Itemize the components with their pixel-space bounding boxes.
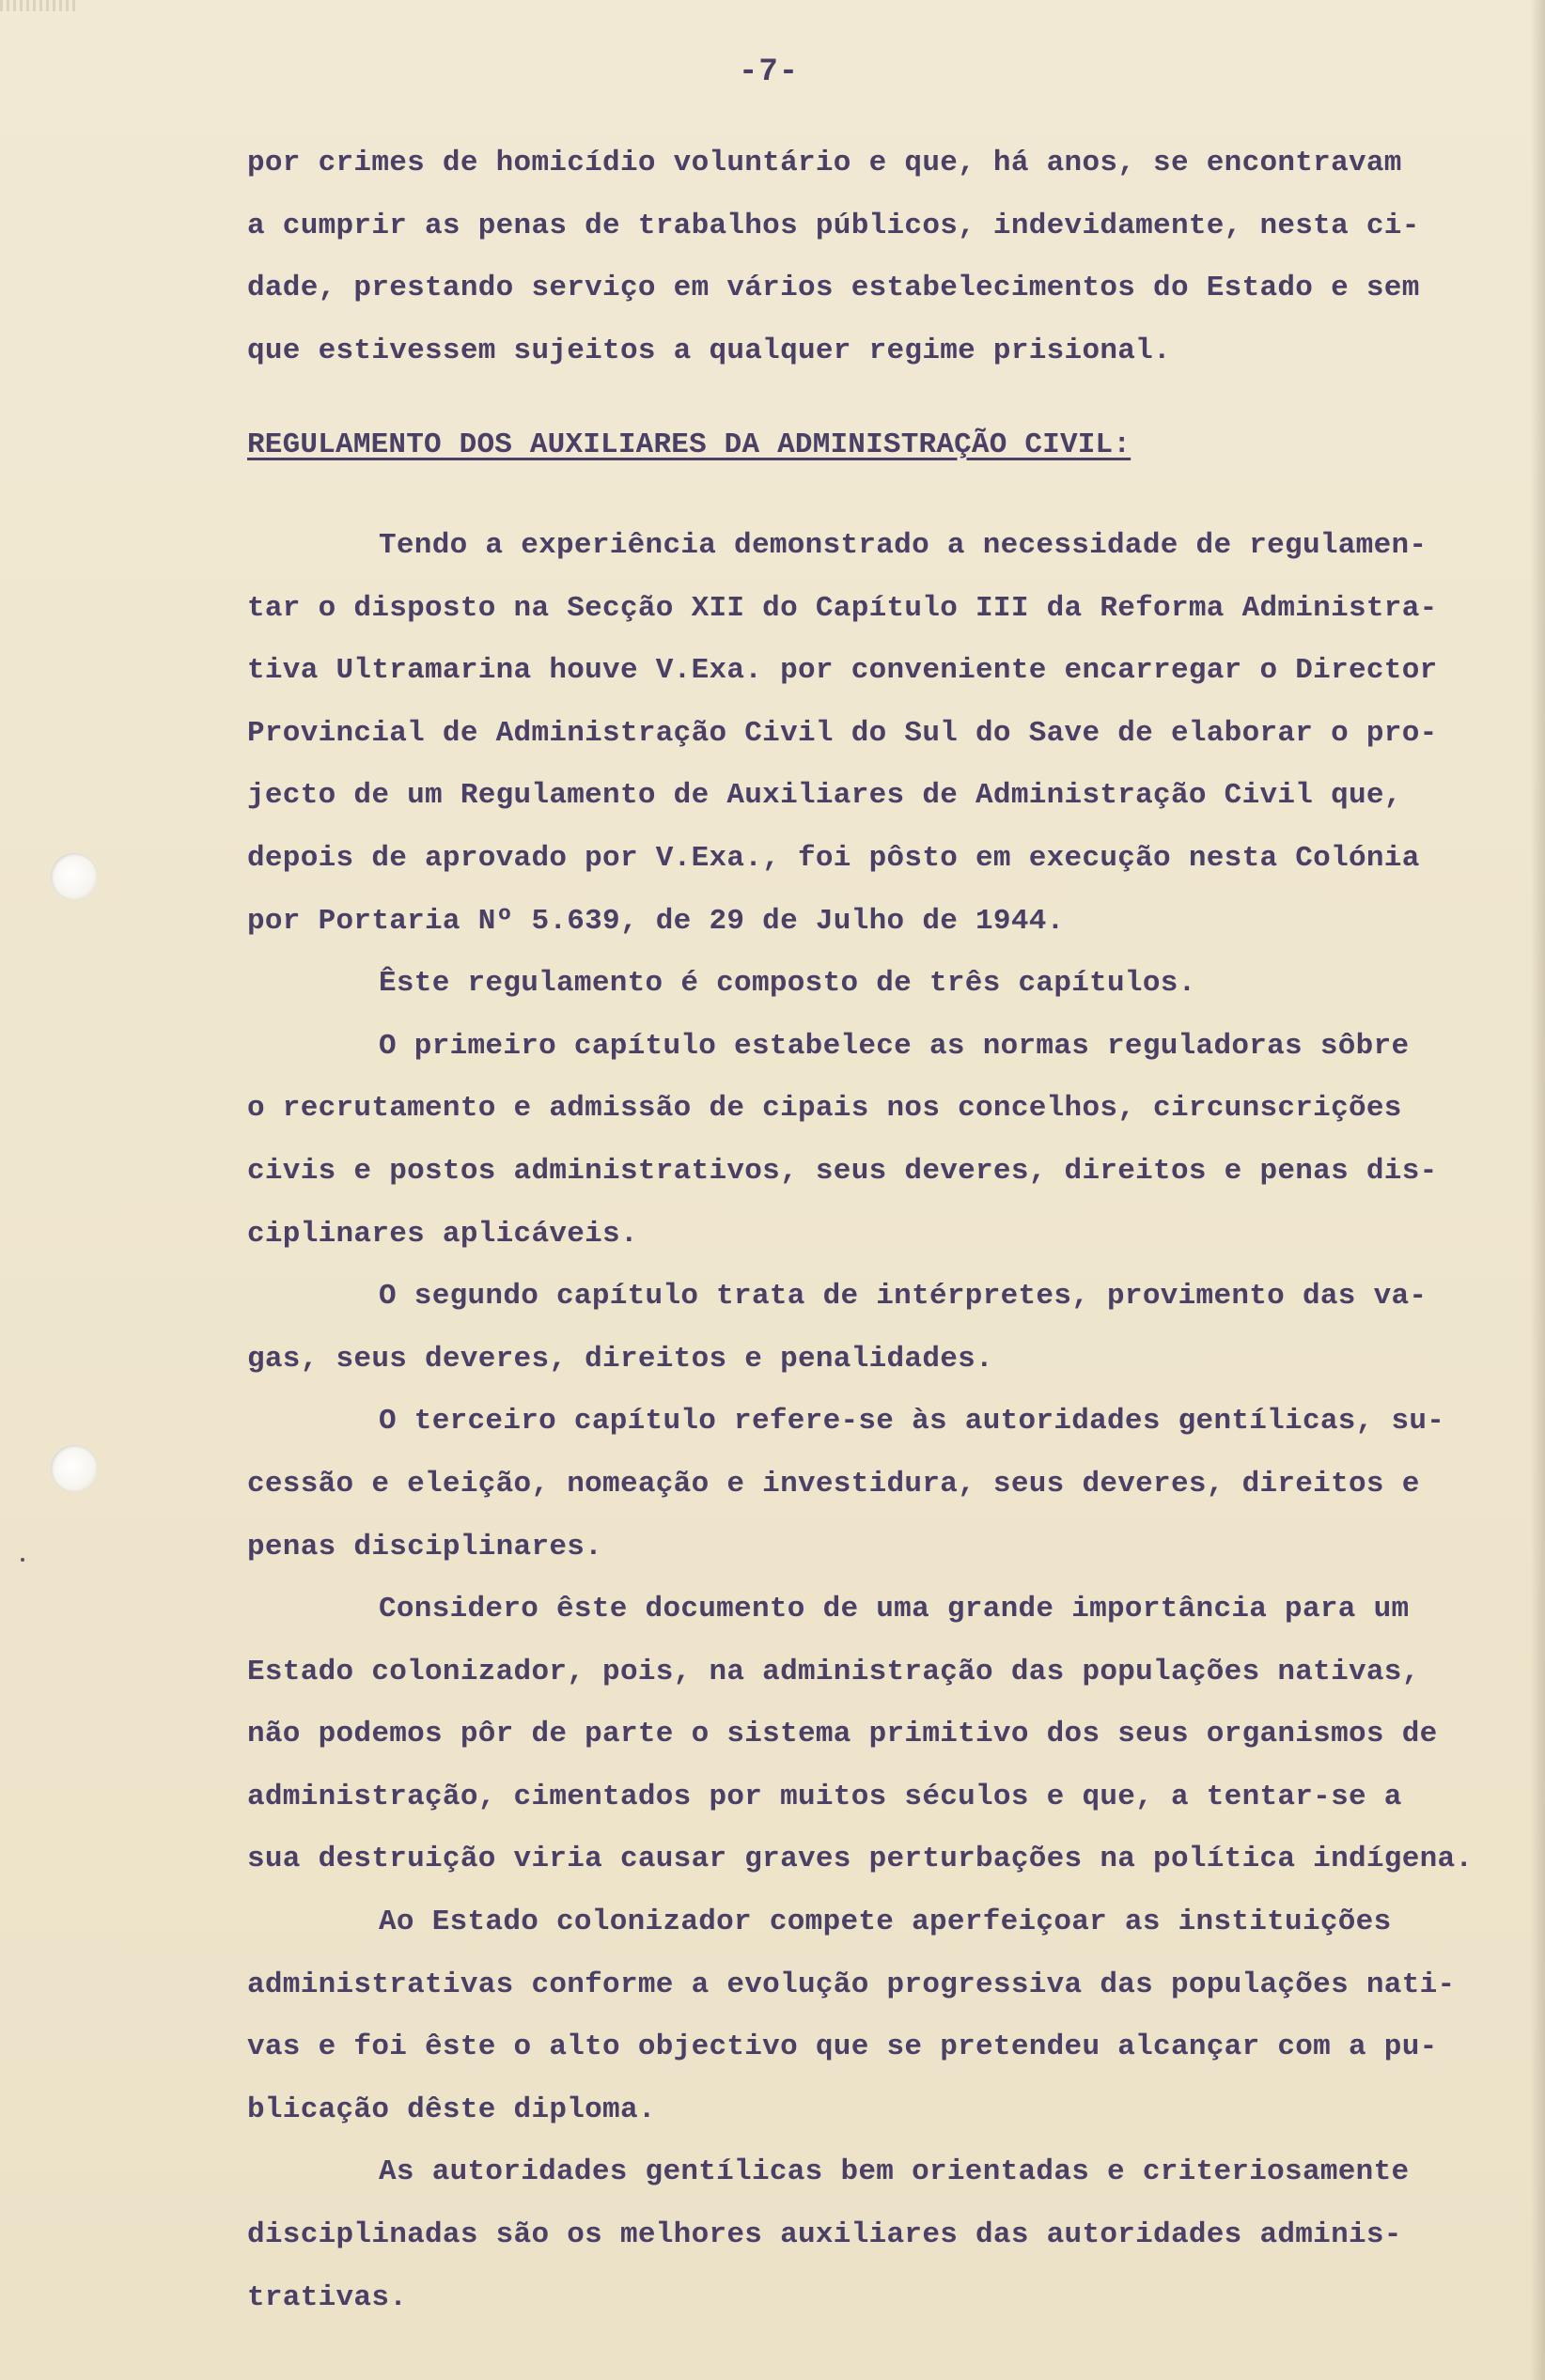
text-line: administrativas conforme a evolução progressiva das populações nati- bbox=[247, 1968, 1456, 2001]
text-line: O terceiro capítulo refere-se às autoridades gentílicas, su- bbox=[379, 1405, 1445, 1439]
text-line: por Portaria Nº 5.639, de 29 de Julho de 1944. bbox=[247, 904, 1065, 938]
ink-speck bbox=[21, 1558, 24, 1562]
text-line: sua destruição viria causar graves perturbações na política indígena. bbox=[247, 1843, 1474, 1876]
text-line: Estado colonizador, pois, na administração das populações nativas, bbox=[247, 1655, 1420, 1688]
text-line: Tendo a experiência demonstrado a necessidade de regulamen- bbox=[379, 529, 1428, 562]
intro-paragraph bbox=[247, 132, 1497, 382]
text-line: depois de aprovado por V.Exa., foi pôsto em execução nesta Colónia bbox=[247, 841, 1420, 875]
text-line: blicação dêste diploma. bbox=[247, 2092, 656, 2126]
text-line: o recrutamento e admissão de cipais nos concelhos, circunscrições bbox=[247, 1092, 1402, 1126]
text-line: a cumprir as penas de trabalhos públicos, indevidamente, nesta ci- bbox=[247, 209, 1420, 242]
text-line: tar o disposto na Secção XII do Capítulo III da Reforma Administra- bbox=[247, 591, 1438, 625]
corner-smudge bbox=[0, 0, 75, 11]
text-line: Considero êste documento de uma grande importância para um bbox=[379, 1593, 1410, 1626]
page-edge-shadow bbox=[1530, 0, 1545, 2380]
text-line: Êste regulamento é composto de três capítulos. bbox=[379, 967, 1196, 1001]
text-line: ciplinares aplicáveis. bbox=[247, 1217, 638, 1251]
text-line: que estivessem sujeitos a qualquer regime prisional. bbox=[247, 334, 1171, 367]
text-line: administração, cimentados por muitos séculos e que, a tentar-se a bbox=[247, 1780, 1402, 1813]
text-line: por crimes de homicídio voluntário e que, há anos, se encontravam bbox=[247, 147, 1402, 179]
text-line: dade, prestando serviço em vários estabelecimentos do Estado e sem bbox=[247, 272, 1420, 305]
text-line: As autoridades gentílicas bem orientadas e criteriosamente bbox=[379, 2155, 1410, 2189]
text-line: Ao Estado colonizador compete aperfeiçoar as instituições bbox=[379, 1906, 1392, 1939]
text-line: tiva Ultramarina houve V.Exa. por conveniente encarregar o Director bbox=[247, 654, 1438, 688]
punch-hole-icon bbox=[51, 1445, 98, 1492]
punch-hole-icon bbox=[51, 853, 98, 900]
text-line: cessão e eleição, nomeação e investidura, seus deveres, direitos e bbox=[247, 1467, 1420, 1501]
section-heading: REGULAMENTO DOS AUXILIARES DA ADMINISTRAÇÃO CIVIL: bbox=[247, 428, 1131, 461]
text-line: civis e postos administrativos, seus deveres, direitos e penas dis- bbox=[247, 1154, 1438, 1188]
text-line: O segundo capítulo trata de intérpretes, provimento das va- bbox=[379, 1280, 1428, 1314]
text-line: Provincial de Administração Civil do Sul do Save de elaborar o pro- bbox=[247, 716, 1438, 750]
text-line: jecto de um Regulamento de Auxiliares de Administração Civil que, bbox=[247, 779, 1402, 813]
text-line: não podemos pôr de parte o sistema primitivo dos seus organismos de bbox=[247, 1718, 1438, 1751]
page-number: -7- bbox=[739, 54, 800, 90]
body-text bbox=[247, 515, 1497, 2329]
text-line: penas disciplinares. bbox=[247, 1530, 603, 1563]
text-line: gas, seus deveres, direitos e penalidades. bbox=[247, 1342, 993, 1376]
text-line: O primeiro capítulo estabelece as normas reguladoras sôbre bbox=[379, 1029, 1410, 1063]
text-line: disciplinadas são os melhores auxiliares das autoridades adminis- bbox=[247, 2218, 1402, 2252]
text-line: vas e foi êste o alto objectivo que se pretendeu alcançar com a pu- bbox=[247, 2030, 1438, 2064]
text-line: trativas. bbox=[247, 2280, 408, 2314]
